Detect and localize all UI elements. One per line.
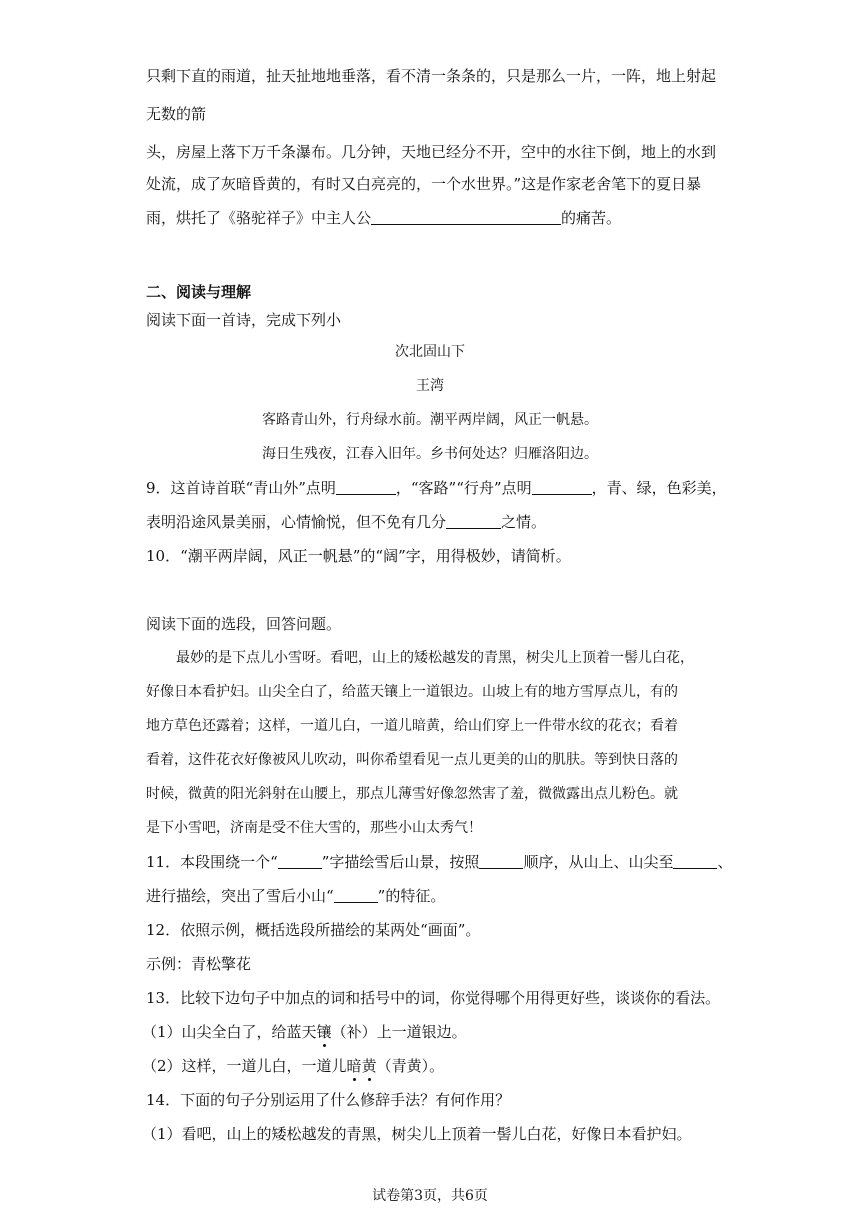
answer-blank[interactable] (278, 852, 322, 869)
question-11 (146, 852, 760, 872)
text-line: 头，房屋上落下万千条瀑布。几分钟，天地已经分不开，空中的水往下倒，地上的水到 (146, 143, 717, 161)
poem-title: 次北固山下 (395, 344, 465, 360)
text-segment: （青黄）。 (376, 1057, 445, 1075)
question-11-cont (146, 886, 760, 906)
answer-blank[interactable] (446, 512, 501, 529)
passage-line: 最妙的是下点儿小雪呀。看吧，山上的矮松越发的青黑，树尖儿上顶着一髻儿白花， (176, 650, 694, 666)
instruction: 阅读下面的选段，回答问题。 (146, 615, 342, 633)
dotted-char: 暗 (346, 1057, 362, 1075)
text-segment: （补）上一道银边。 (331, 1023, 467, 1041)
passage-line: 好像日本看护妇。山尖全白了，给蓝天镶上一道银边。山坡上有的地方雪厚点儿，有的 (146, 684, 678, 700)
instruction: 阅读下面一首诗，完成下列小 (146, 311, 342, 329)
dotted-char: 黄 (361, 1057, 377, 1075)
text-line: 无数的箭 (146, 105, 207, 123)
text-segment: （2）这样，一道儿白，一道儿 (142, 1057, 347, 1075)
text-line (146, 208, 760, 228)
text-segment: 9．这首诗首联“青山外”点明 (146, 479, 336, 497)
answer-blank[interactable] (371, 208, 561, 225)
answer-blank[interactable] (673, 852, 717, 869)
passage-line: 是下小雪吧，济南是受不住大雪的，那些小山太秀气！ (146, 820, 482, 836)
sentence-1: （1）看吧，山上的矮松越发的青黑，树尖儿上顶着一髻儿白花，好像日本看护妇。 (142, 1125, 692, 1143)
text-segment: 表明沿途风景美丽，心情愉悦，但不免有几分 (146, 513, 447, 531)
answer-blank[interactable] (334, 886, 378, 903)
answer-blank[interactable] (336, 478, 396, 495)
poem-author: 王湾 (416, 378, 444, 394)
text-segment: 11．本段围绕一个“ (146, 853, 278, 871)
text-line: 只剩下直的雨道，扯天扯地地垂落，看不清一条条的，只是那么一片，一阵，地上射起 (146, 67, 717, 85)
sentence-1 (142, 1022, 760, 1042)
text-segment: ，“客路”“行舟”点明 (395, 479, 532, 497)
sentence-2 (142, 1056, 760, 1076)
question-9 (146, 478, 760, 498)
example: 示例：青松擎花 (146, 955, 252, 973)
question-13: 13．比较下边句子中加点的词和括号中的词，你觉得哪个用得更好些，谈谈你的看法。 (146, 989, 721, 1007)
poem-line: 海日生残夜，江春入旧年。乡书何处达？归雁洛阳边。 (262, 446, 598, 462)
answer-blank[interactable] (479, 852, 523, 869)
passage-line: 地方草色还露着；这样，一道儿白，一道儿暗黄，给山们穿上一件带水纹的花衣；看着 (146, 718, 678, 734)
text-segment: ”的特征。 (377, 887, 446, 905)
answer-blank[interactable] (532, 478, 592, 495)
question-14: 14．下面的句子分别运用了什么修辞手法？有何作用？ (146, 1091, 511, 1109)
section-heading: 二、阅读与理解 (146, 283, 252, 301)
text-segment: （1）山尖全白了，给蓝天 (142, 1023, 317, 1041)
text-segment: ”字描绘雪后山景，按照 (321, 853, 480, 871)
text-segment: 进行描绘，突出了雪后小山“ (146, 887, 334, 905)
page-footer: 试卷第3页，共6页 (372, 1188, 488, 1204)
text-segment: 雨，烘托了《骆驼祥子》中主人公 (146, 209, 372, 227)
text-line: 处流，成了灰暗昏黄的，有时又白亮亮的，一个水世界。”这是作家老舍笔下的夏日暴 (146, 175, 702, 193)
text-segment: 顺序，从山上、山尖至 (523, 853, 674, 871)
poem-line: 客路青山外，行舟绿水前。潮平两岸阔，风正一帆悬。 (262, 412, 598, 428)
text-segment: 的痛苦。 (561, 209, 622, 227)
text-segment: 之情。 (501, 513, 547, 531)
dotted-char: 镶 (316, 1023, 332, 1041)
passage-line: 时候，微黄的阳光斜射在山腰上，那点儿薄雪好像忽然害了羞，微微露出点儿粉色。就 (146, 786, 678, 802)
question-12: 12．依照示例，概括选段所描绘的某两处“画面”。 (146, 921, 481, 939)
text-segment: ，青、绿，色彩美， (591, 479, 727, 497)
question-10: 10．“潮平两岸阔，风正一帆悬”的“阔”字，用得极妙，请简析。 (146, 547, 571, 565)
question-9-cont (146, 512, 760, 532)
text-segment: 、 (717, 853, 733, 871)
passage-line: 看着，这件花衣好像被风儿吹动，叫你希望看见一点儿更美的山的肌肤。等到快日落的 (146, 752, 678, 768)
